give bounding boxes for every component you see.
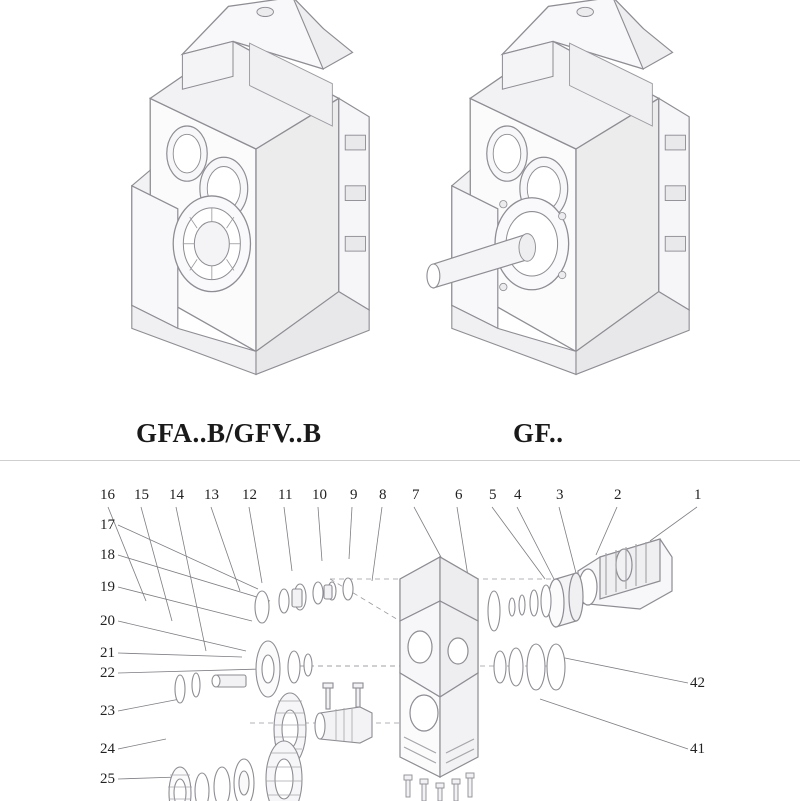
callout-7: 7 xyxy=(412,487,420,503)
motor-adapter-part xyxy=(578,539,672,609)
bolt-group xyxy=(404,773,474,801)
exploded-parts-svg xyxy=(0,461,800,801)
callout-17: 17 xyxy=(100,517,115,533)
exploded-diagram-section xyxy=(0,460,800,801)
callout-42: 42 xyxy=(690,675,705,691)
caption-gf: GF.. xyxy=(513,418,564,448)
callout-3: 3 xyxy=(556,487,564,503)
callout-15: 15 xyxy=(134,487,149,503)
callout-20: 20 xyxy=(100,613,115,629)
callout-8: 8 xyxy=(379,487,387,503)
callout-25: 25 xyxy=(100,771,115,787)
callout-2: 2 xyxy=(614,487,622,503)
callout-22: 22 xyxy=(100,665,115,681)
callout-23: 23 xyxy=(100,703,115,719)
gearbox-left-drawing xyxy=(132,0,369,374)
callout-11: 11 xyxy=(278,487,293,503)
callout-9: 9 xyxy=(350,487,358,503)
callout-19: 19 xyxy=(100,579,115,595)
housing-part xyxy=(400,557,478,777)
ring-parts-upper xyxy=(488,585,551,631)
callout-14: 14 xyxy=(169,487,184,503)
callout-21: 21 xyxy=(100,645,115,661)
callout-18: 18 xyxy=(100,547,115,563)
ring-parts-middle xyxy=(494,644,565,690)
hollow-shaft-flange-left xyxy=(173,196,250,292)
callout-5: 5 xyxy=(489,487,497,503)
callout-41: 41 xyxy=(690,741,705,757)
callout-16: 16 xyxy=(100,487,115,503)
gear-parts-row4 xyxy=(168,741,302,801)
callout-12: 12 xyxy=(242,487,257,503)
callout-6: 6 xyxy=(455,487,463,503)
callout-24: 24 xyxy=(100,741,115,757)
callout-1: 1 xyxy=(694,487,702,503)
callout-4: 4 xyxy=(514,487,522,503)
callout-10: 10 xyxy=(312,487,327,503)
callout-13: 13 xyxy=(204,487,219,503)
gearbox-right-drawing xyxy=(427,0,689,374)
coupling-part xyxy=(548,573,583,627)
caption-gfab-gfvb: GFA..B/GFV..B xyxy=(136,418,322,448)
